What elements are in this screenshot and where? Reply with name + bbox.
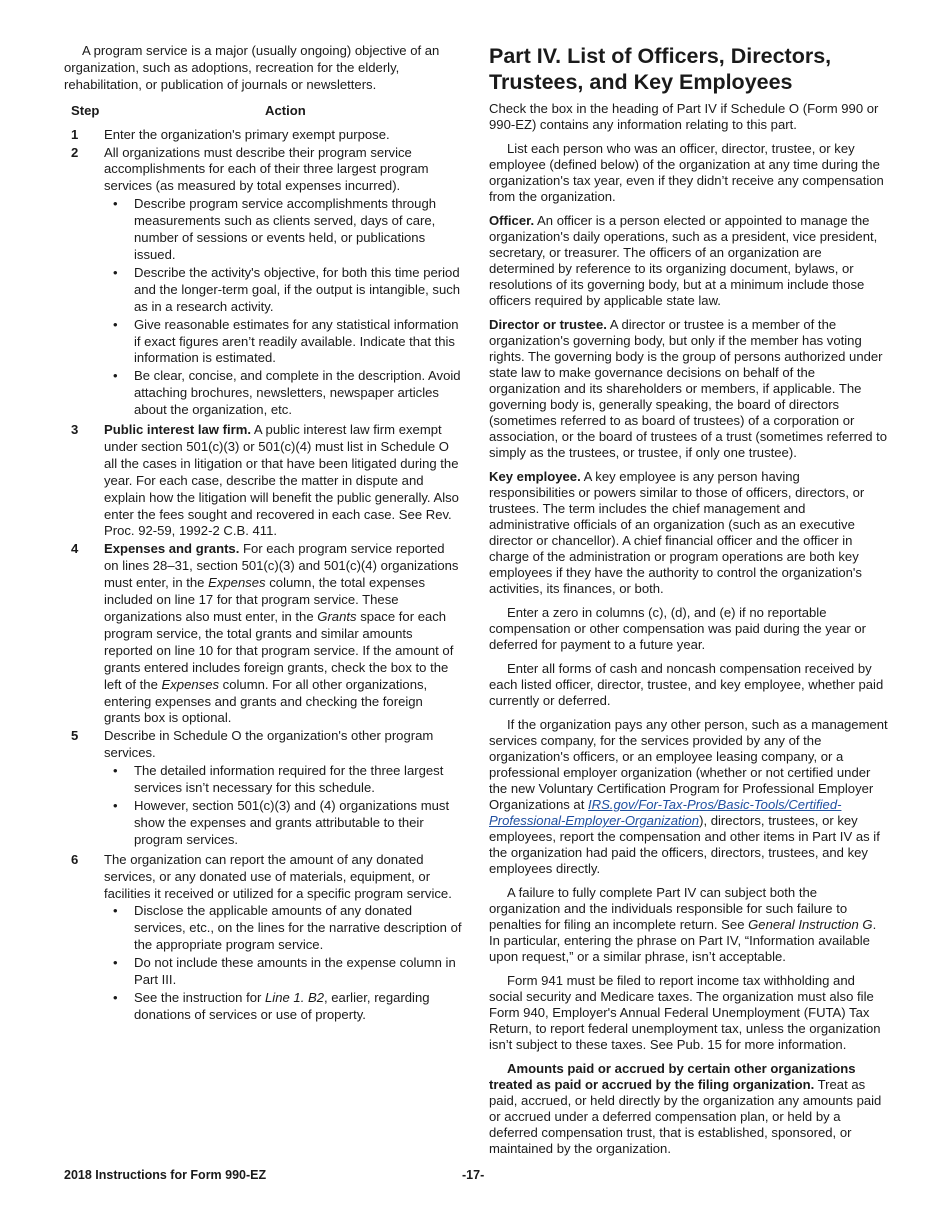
step-text: Describe in Schedule O the organization's other program services. — [104, 728, 434, 761]
bullet-item: • Describe program service accomplishments through measurements such as clients served, days of care, number of sessions or events held, or publications issued. — [104, 196, 462, 264]
step-text: Public interest law firm. A public interest law firm exempt under section 501(c)(3) or 501(c)(4) must list in Schedule O all the cases in litigation or that have been litigated during the year. For each case, describe the matter in dispute and explain how the litigation will benefit the public generally. Also enter the fees sought and recovered in each case. See Rev. Proc. 92-59, 1992-2 C.B. 411. — [104, 422, 459, 539]
step-number: 6 — [71, 851, 79, 867]
key-employee-definition: Key employee. A key employee is any person having responsibilities or powers similar to those of officers, directors, or trustees. The term includes the chief management and administrative officials of an organization (such as an executive director or chancellor). A chief financial officer and the officer in charge of the administration or program operations are both key employees if they have the authority to control the organization's activities, its finances, or both. — [489, 469, 865, 596]
director-definition: Director or trustee. A director or trustee is a member of the organization's governing body, but only if the member has voting rights. The governing body is the group of persons authorized under state law to make governance decisions on behalf of the organization and its shareholders or members, if applicable. The governing body is, generally speaking, the board of directors (sometimes referred to as board of trustees) of a corporation or association, or the board of trustees of a trust (sometimes referred to simply as the trustees, or trustee, if only one trustee). — [489, 317, 888, 460]
bullet-item: • However, section 501(c)(3) and (4) organizations must show the expenses and grants attributable to their program services. — [104, 798, 462, 849]
step-4-term: Expenses and grants. — [104, 541, 240, 557]
step-2 — [64, 145, 462, 422]
definition-term: Officer. — [489, 213, 535, 228]
step-5-bullets — [104, 763, 462, 849]
step-3 — [64, 422, 462, 540]
bullet-item: • Disclose the applicable amounts of any donated services, etc., on the lines for the narrative description of the appropriate program service. — [104, 903, 462, 954]
step-number: 4 — [71, 541, 79, 557]
step-text: The organization can report the amount of any donated services, or any donated use of materials, equipment, or facilities it received or utilized for a specific program service. — [104, 851, 452, 901]
left-column — [64, 43, 462, 1027]
step-6 — [64, 852, 462, 1026]
bullet-item: • Do not include these amounts in the expense column in Part III. — [104, 955, 462, 989]
step-text: Expenses and grants. For each program service reported on lines 28–31, section 501(c)(3) and 501(c)(4) organizations must enter, in the Expenses column, the total expenses included on line 17 for that program service. These organizations also must enter, in the Grants space for each program service, the total grants and similar amounts reported on line 10 for that program service. If the amount of grants entered includes foreign grants, check the box to the left of the Expenses column. For all other organizations, entering expenses and grants and checking the foreign grants box is optional. — [104, 541, 459, 726]
program-service-intro: A program service is a major (usually ongoing) objective of an organization, such as adoptions, recreation for the elderly, rehabilitation, or publication of journals or newsletters. — [64, 43, 440, 92]
step-number: 1 — [71, 126, 79, 142]
step-5 — [64, 728, 462, 850]
step-number: 3 — [71, 422, 79, 438]
action-column-header: Action — [265, 102, 306, 118]
bullet-item: • Describe the activity's objective, for both this time period and the longer-term goal, if the output is intangible, such as in a research activity. — [104, 265, 462, 316]
bullet-item: • Give reasonable estimates for any statistical information if exact figures aren’t readily available. Indicate that this information is estimated. — [104, 317, 462, 368]
step-text: All organizations must describe their program service accomplishments for each of their three largest program services (as measured by total expenses incurred). — [104, 144, 429, 194]
definition-term: Director or trustee. — [489, 317, 607, 332]
paragraph: A failure to fully complete Part IV can subject both the organization and the individuals responsible for such failure to penalties for filing an incomplete return. See General Instruction G. In particular, entering the phrase on Part IV, “Information available upon request,” or a similar phrase, isn’t acceptable. — [489, 885, 877, 964]
step-column-header: Step — [71, 102, 100, 118]
paragraph: If the organization pays any other person, such as a management services company, for the services provided by any of the organization's officers, or an employee leasing company, or a professional employer organization (whether or not certified under the new Voluntary Certification Program for Professional Employer Organizations at IRS.gov/For-Tax-Pros/Basic-Tools/Certified-Professional-Employer-Organization), directors, trustees, or key employees, report the compensation and other items in Part IV as if the organization had paid the officers, directors, trustees, and key employees directly. — [489, 717, 888, 876]
definition-term: Key employee. — [489, 469, 581, 484]
step-text: Enter the organization's primary exempt purpose. — [104, 126, 390, 142]
step-6-bullets — [104, 903, 462, 1023]
footer-form-title: 2018 Instructions for Form 990-EZ — [64, 1168, 267, 1182]
step-number: 2 — [71, 144, 79, 160]
part-iv-title: Part IV. List of Officers, Directors, Trustees, and Key Employees — [489, 44, 832, 94]
step-number: 5 — [71, 728, 79, 744]
step-4 — [64, 541, 462, 727]
paragraph: Check the box in the heading of Part IV if Schedule O (Form 990 or 990-EZ) contains any information relating to this part. — [489, 101, 879, 132]
bullet-item: • See the instruction for Line 1. B2, earlier, regarding donations of services or use of property. — [104, 990, 462, 1024]
step-1 — [64, 127, 462, 144]
amounts-heading: Amounts paid or accrued by certain other organizations treated as paid or accrued by the filing organization. — [489, 1061, 856, 1092]
paragraph: Form 941 must be filed to report income tax withholding and social security and Medicare taxes. The organization must also file Form 940, Employer's Annual Federal Unemployment (FUTA) Tax Return, to report federal unemployment tax, unless the organization isn’t subject to these taxes. See Pub. 15 for more information. — [489, 973, 881, 1052]
officer-definition: Officer. An officer is a person elected or appointed to manage the organization's daily operations, such as a president, vice president, secretary, or treasurer. The officers of an organization are determined by reference to its organizing document, bylaws, or resolutions of its governing body, but at a minimum include those officers required by applicable state law. — [489, 213, 878, 308]
paragraph: Enter all forms of cash and noncash compensation received by each listed officer, director, trustee, and key employee, whether paid currently or deferred. — [489, 661, 884, 708]
paragraph: List each person who was an officer, director, trustee, or key employee (defined below) of the organization at any time during the organization's tax year, even if they didn’t receive any compensation from the organization. — [489, 141, 884, 204]
bullet-item: • The detailed information required for the three largest services isn’t necessary for this schedule. — [104, 763, 462, 797]
step-3-term: Public interest law firm. — [104, 422, 251, 438]
bullet-item: • Be clear, concise, and complete in the description. Avoid attaching brochures, newsletters, newspaper articles about the organization, etc. — [104, 368, 462, 419]
step-table-header — [64, 103, 462, 120]
step-2-bullets — [104, 196, 462, 419]
paragraph: Enter a zero in columns (c), (d), and (e) if no reportable compensation or other compensation was paid during the year or deferred for payment to a future year. — [489, 605, 867, 652]
footer-page-number: -17- — [462, 1168, 485, 1182]
peo-link[interactable]: IRS.gov/For-Tax-Pros/Basic-Tools/Certified-Professional-Employer-Organization — [489, 797, 842, 828]
right-column — [489, 43, 889, 1165]
paragraph: Amounts paid or accrued by certain other organizations treated as paid or accrued by the filing organization. Treat as paid, accrued, or held directly by the organization any amounts paid or accrued under a deferred compensation plan, or held by a deferred compensation trust, that is established, sponsored, or maintained by the organization. — [489, 1061, 882, 1156]
